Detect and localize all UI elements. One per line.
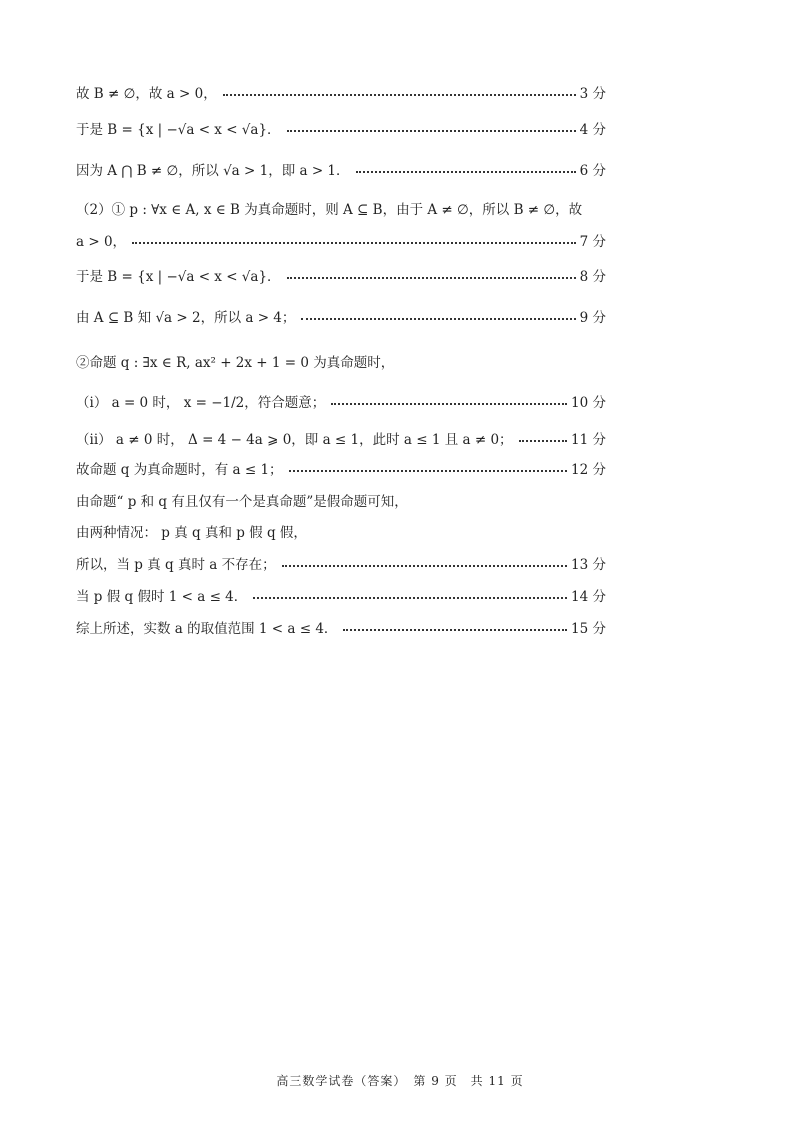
answer-text: （2）① p : ∀x ∈ A, x ∈ B 为真命题时，则 A ⊆ B，由于 A ≠ ∅，所以 B ≠ ∅，故 [76, 202, 583, 218]
dot-leader [287, 277, 576, 279]
answer-line [76, 81, 606, 103]
score-label: 8 分 [579, 269, 606, 285]
dot-leader [287, 130, 576, 132]
score-label: 12 分 [571, 462, 606, 478]
answer-line [76, 489, 408, 511]
answer-text: 于是 B = {x | −√a < x < √a}． [76, 122, 281, 138]
answer-line [76, 552, 606, 574]
answer-text: 故 B ≠ ∅，故 a > 0， [76, 86, 217, 102]
answer-line [76, 427, 606, 449]
answer-text: 因为 A ⋂ B ≠ ∅，所以 √a > 1，即 a > 1． [76, 163, 350, 179]
score-label: 10 分 [571, 395, 606, 411]
answer-text: 由两种情况： p 真 q 真和 p 假 q 假， [76, 525, 307, 541]
answer-line [76, 584, 606, 606]
dot-leader [343, 629, 567, 631]
answer-line [76, 616, 606, 638]
answer-line [76, 197, 582, 219]
answer-line [76, 305, 606, 327]
dot-leader [253, 597, 567, 599]
answer-line [76, 457, 606, 479]
answer-text: 当 p 假 q 假时 1 < a ≤ 4． [76, 589, 248, 605]
answer-text: 所以，当 p 真 q 真时 a 不存在； [76, 557, 276, 573]
answer-line [76, 390, 606, 412]
score-label: 14 分 [571, 589, 606, 605]
score-label: 15 分 [571, 621, 606, 637]
dot-leader [282, 565, 567, 567]
answer-text: ②命题 q : ∃x ∈ R, ax² + 2x + 1 = 0 为真命题时， [76, 355, 395, 371]
dot-leader [519, 440, 567, 442]
page-footer: 高三数学试卷（答案） 第 9 页 共 11 页 [276, 1074, 524, 1088]
score-label: 6 分 [579, 163, 606, 179]
score-label: 3 分 [579, 86, 606, 102]
answer-text: 故命题 q 为真命题时，有 a ≤ 1； [76, 462, 283, 478]
score-label: 9 分 [579, 310, 606, 326]
answer-text: 由命题“ p 和 q 有且仅有一个是真命题”是假命题可知， [76, 494, 408, 510]
answer-text: 由 A ⊆ B 知 √a > 2，所以 a > 4； [76, 310, 296, 326]
answer-line [76, 350, 394, 372]
dot-leader [223, 94, 576, 96]
dot-leader [356, 171, 576, 173]
dot-leader [289, 470, 567, 472]
dot-leader [301, 318, 575, 320]
answer-text: （ii） a ≠ 0 时， Δ = 4 − 4a ⩾ 0，即 a ≤ 1，此时 a ≤ 1 且 a ≠ 0； [76, 432, 513, 448]
score-label: 4 分 [579, 122, 606, 138]
score-label: 7 分 [579, 234, 606, 250]
answer-line [76, 520, 307, 542]
score-label: 13 分 [571, 557, 606, 573]
answer-line [76, 158, 606, 180]
answer-text: 综上所述，实数 a 的取值范围 1 < a ≤ 4． [76, 621, 338, 637]
dot-leader [331, 403, 567, 405]
answer-text: 于是 B = {x | −√a < x < √a}． [76, 269, 281, 285]
answer-line [76, 117, 606, 139]
answer-line [76, 229, 606, 251]
answer-line [76, 264, 606, 286]
answer-text: （i） a = 0 时， x = −1/2，符合题意； [76, 395, 326, 411]
dot-leader [132, 242, 576, 244]
score-label: 11 分 [571, 432, 606, 448]
answer-text: a > 0， [76, 234, 127, 250]
